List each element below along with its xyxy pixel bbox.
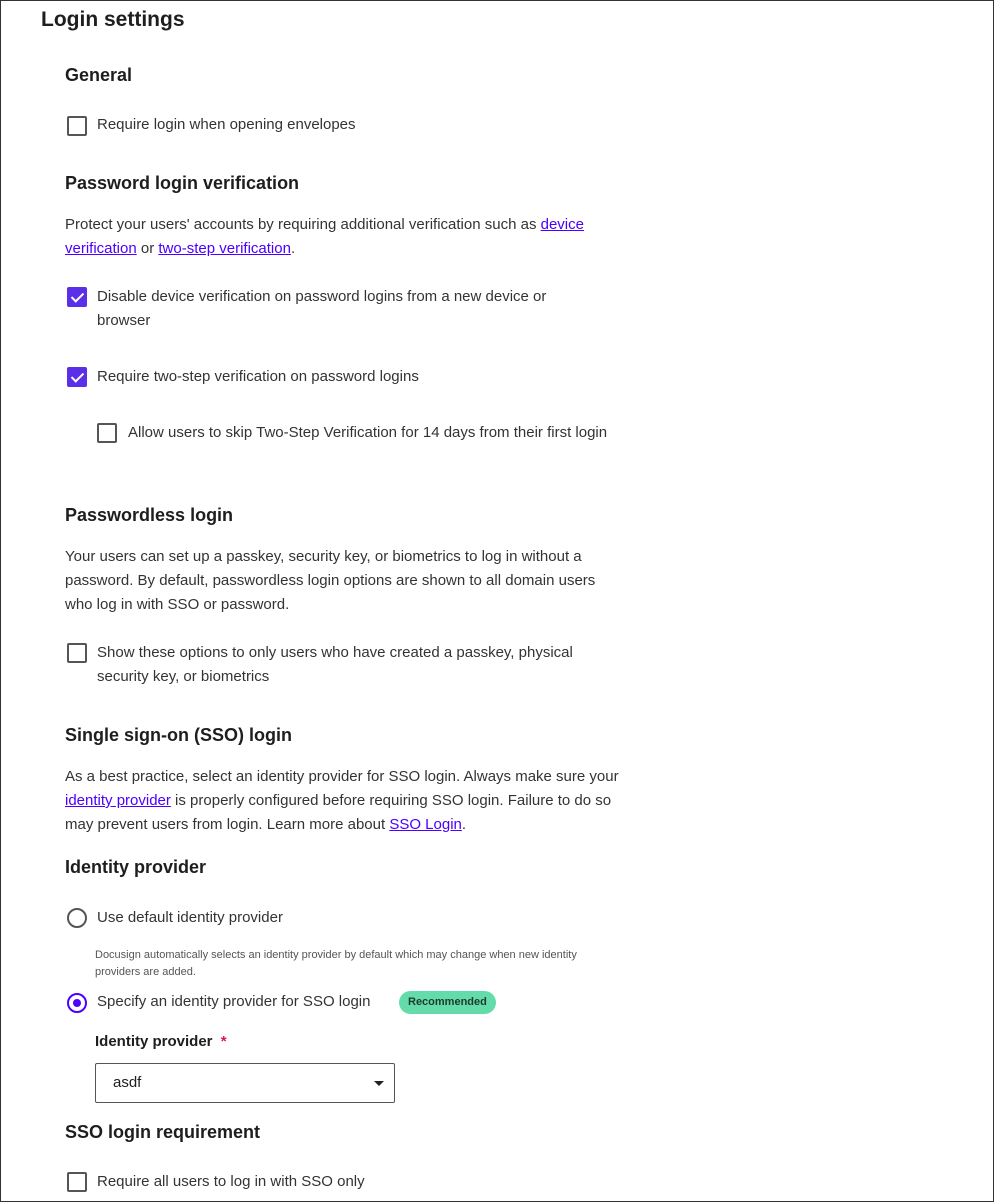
- text: or: [136, 240, 159, 257]
- device-verification-link[interactable]: device verification: [65, 216, 584, 257]
- text: Protect your users' accounts by requiring additional verification such as: [65, 216, 541, 233]
- text: .: [290, 240, 296, 257]
- default-idp-label: Use default identity provider: [97, 909, 283, 926]
- sso-description: [65, 765, 625, 837]
- identity-provider-select[interactable]: [95, 1063, 395, 1103]
- disable-device-verification-checkbox[interactable]: [67, 287, 87, 307]
- section-general-heading: General: [65, 65, 133, 85]
- require-login-checkbox[interactable]: [67, 116, 87, 136]
- required-mark: *: [220, 1033, 227, 1050]
- page-title: Login settings: [41, 8, 185, 31]
- caret-down-icon: [374, 1081, 384, 1086]
- passwordless-description: Your users can set up a passkey, security key, or biometrics to log in without a password. By default, passwordless login options are shown to all domain users who log in with SSO or password.: [65, 548, 596, 613]
- section-passwordless-heading: Passwordless login: [65, 505, 234, 525]
- disable-device-verification-label: Disable device verification on password logins from a new device or browser: [97, 288, 547, 329]
- require-sso-checkbox[interactable]: [67, 1172, 87, 1192]
- idp-field-label: [95, 1030, 227, 1054]
- allow-skip-label: Allow users to skip Two-Step Verification for 14 days from their first login: [128, 424, 608, 441]
- allow-skip-checkbox[interactable]: [97, 423, 117, 443]
- identity-provider-link[interactable]: identity provider: [65, 792, 171, 809]
- text: is properly configured before requiring SSO login. Failure to do so may prevent users from login. Learn more about: [65, 792, 612, 833]
- show-only-checkbox[interactable]: [67, 643, 87, 663]
- require-two-step-checkbox[interactable]: [67, 367, 87, 387]
- two-step-verification-link[interactable]: two-step verification: [158, 240, 291, 257]
- password-description: [65, 213, 625, 261]
- specify-idp-radio[interactable]: [67, 993, 87, 1013]
- section-requirement-heading: SSO login requirement: [65, 1122, 261, 1142]
- default-idp-radio[interactable]: [67, 908, 87, 928]
- default-idp-help: Docusign automatically selects an identity provider by default which may change when new identity providers are added.: [95, 949, 577, 978]
- show-only-label: Show these options to only users who have created a passkey, physical security key, or biometrics: [97, 644, 573, 685]
- text: Identity provider: [95, 1033, 213, 1050]
- text: .: [461, 816, 467, 833]
- recommended-badge: Recommended: [399, 991, 496, 1014]
- sso-login-link[interactable]: SSO Login: [389, 816, 462, 833]
- section-idp-heading: Identity provider: [65, 857, 207, 877]
- require-login-label: Require login when opening envelopes: [97, 116, 356, 133]
- require-sso-label: Require all users to log in with SSO only: [97, 1173, 365, 1190]
- specify-idp-label: Specify an identity provider for SSO login: [97, 993, 371, 1010]
- require-two-step-label: Require two-step verification on password logins: [97, 368, 419, 385]
- section-password-heading: Password login verification: [65, 173, 300, 193]
- text: As a best practice, select an identity provider for SSO login. Always make sure your: [65, 768, 619, 785]
- select-value: asdf: [113, 1074, 142, 1091]
- section-sso-heading: Single sign-on (SSO) login: [65, 725, 292, 745]
